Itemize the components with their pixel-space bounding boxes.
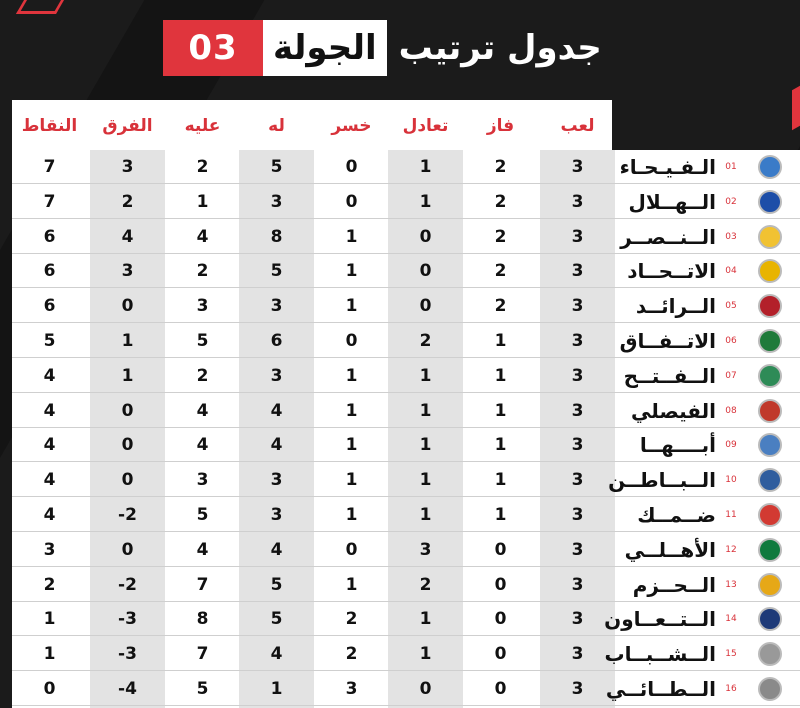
cell-drawn: 1 [419, 470, 432, 491]
team-logo-icon [758, 468, 782, 492]
cell-against: 3 [196, 470, 209, 491]
cell-lost: 1 [345, 226, 358, 247]
table-row [12, 394, 800, 428]
cell-points: 3 [43, 539, 56, 560]
cell-diff: 1 [121, 331, 134, 351]
team-name: الاتــحــاد [627, 259, 716, 284]
team-logo-icon [758, 433, 782, 457]
cell-points: 1 [43, 644, 56, 665]
cell-points: 6 [43, 226, 56, 247]
cell-lost: 1 [345, 261, 358, 282]
team-name: الــطــائــي [605, 677, 716, 701]
cell-played: 3 [571, 157, 584, 177]
team-name: الــفــتــح [623, 363, 716, 388]
cell-drawn: 1 [419, 400, 432, 421]
table-row [12, 568, 800, 602]
title-text: جدول ترتيب [398, 28, 602, 68]
cell-played: 3 [571, 539, 584, 560]
cell-won: 1 [494, 435, 507, 456]
cell-points: 5 [43, 331, 56, 351]
team-name: الــشــبــاب [604, 642, 716, 667]
cell-won: 1 [494, 331, 507, 351]
header-lost: خسر [331, 116, 372, 136]
table-row [12, 359, 800, 393]
page-title [163, 20, 614, 76]
team-logo-icon [758, 642, 782, 666]
header-won: فاز [486, 116, 515, 136]
cell-drawn: 1 [419, 644, 432, 665]
cell-for: 3 [270, 365, 283, 386]
cell-played: 3 [571, 574, 584, 595]
cell-played: 3 [571, 400, 584, 421]
team-rank: 05 [725, 301, 737, 312]
cell-won: 0 [494, 609, 507, 630]
cell-for: 6 [270, 331, 283, 351]
team-logo-icon [758, 538, 782, 562]
cell-against: 4 [196, 226, 209, 247]
cell-drawn: 2 [419, 331, 432, 351]
cell-diff: 0 [121, 435, 134, 456]
cell-against: 2 [196, 157, 209, 177]
cell-lost: 0 [345, 331, 358, 351]
header-points: النقاط [21, 116, 78, 136]
team-rank: 08 [725, 405, 737, 416]
cell-points: 7 [43, 191, 56, 212]
cell-drawn: 0 [419, 679, 432, 699]
team-name: الـفـيـحـاء [619, 155, 716, 179]
cell-diff: 2 [121, 191, 134, 212]
cell-lost: 0 [345, 539, 358, 560]
cell-lost: 1 [345, 574, 358, 595]
table-row [12, 220, 800, 254]
cell-won: 0 [494, 679, 507, 699]
cell-diff: 0 [121, 400, 134, 421]
team-rank: 06 [725, 336, 737, 346]
cell-played: 3 [571, 644, 584, 665]
cell-points: 4 [43, 365, 56, 386]
cell-won: 1 [494, 400, 507, 421]
cell-played: 3 [571, 470, 584, 491]
cell-against: 4 [196, 539, 209, 560]
team-rank: 12 [725, 544, 737, 555]
cell-drawn: 0 [419, 296, 432, 317]
cell-drawn: 2 [419, 574, 432, 595]
accent-shape [792, 86, 800, 131]
team-rank: 16 [725, 684, 737, 694]
cell-for: 3 [270, 470, 283, 491]
team-logo-icon [758, 503, 782, 527]
team-logo-icon [758, 259, 782, 283]
table-row [12, 185, 800, 219]
team-rank: 14 [725, 614, 737, 625]
table-row [12, 463, 800, 497]
cell-against: 2 [196, 261, 209, 282]
table-row [12, 498, 800, 532]
cell-diff: -3 [118, 644, 137, 665]
cell-diff: 4 [121, 226, 134, 247]
table-row [12, 428, 800, 462]
cell-diff: -3 [118, 609, 137, 630]
team-name: ضــمــك [637, 503, 716, 527]
cell-against: 5 [196, 679, 209, 699]
cell-won: 2 [494, 226, 507, 247]
cell-points: 4 [43, 400, 56, 421]
cell-drawn: 3 [419, 539, 432, 560]
cell-drawn: 1 [419, 435, 432, 456]
cell-for: 5 [270, 609, 283, 630]
header-for: له [268, 116, 285, 136]
cell-for: 5 [270, 157, 283, 177]
cell-drawn: 1 [419, 609, 432, 630]
cell-lost: 3 [345, 679, 358, 699]
cell-diff: -2 [118, 574, 137, 595]
cell-played: 3 [571, 296, 584, 317]
team-name: أبــــهــا [639, 433, 716, 458]
cell-points: 4 [43, 435, 56, 456]
cell-won: 0 [494, 574, 507, 595]
cell-drawn: 0 [419, 261, 432, 282]
cell-for: 4 [270, 644, 283, 665]
team-name: الــحــزم [632, 572, 716, 597]
table-row [12, 533, 800, 567]
cell-against: 5 [196, 505, 209, 525]
header-against: عليه [184, 116, 221, 136]
cell-lost: 1 [345, 296, 358, 317]
cell-won: 2 [494, 296, 507, 317]
cell-won: 2 [494, 261, 507, 282]
cell-won: 0 [494, 644, 507, 665]
cell-against: 4 [196, 400, 209, 421]
team-rank: 13 [725, 579, 737, 590]
cell-lost: 1 [345, 400, 358, 421]
cell-diff: 0 [121, 296, 134, 317]
team-name: الــرائــد [635, 294, 716, 319]
cell-for: 3 [270, 296, 283, 317]
cell-played: 3 [571, 191, 584, 212]
cell-points: 1 [43, 609, 56, 630]
cell-played: 3 [571, 365, 584, 386]
team-name: الفيصلي [630, 398, 716, 423]
cell-diff: -2 [118, 505, 137, 525]
table-row [12, 289, 800, 323]
cell-played: 3 [571, 505, 584, 525]
table-row [12, 150, 800, 184]
team-rank: 15 [725, 649, 737, 660]
cell-for: 5 [270, 261, 283, 282]
cell-against: 7 [196, 574, 209, 595]
cell-lost: 0 [345, 157, 358, 177]
cell-for: 8 [270, 226, 283, 247]
cell-against: 4 [196, 435, 209, 456]
cell-diff: 3 [121, 157, 134, 177]
cell-won: 2 [494, 191, 507, 212]
cell-against: 7 [196, 644, 209, 665]
cell-played: 3 [571, 226, 584, 247]
cell-for: 1 [270, 679, 283, 699]
cell-points: 6 [43, 296, 56, 317]
team-logo-icon [758, 573, 782, 597]
cell-for: 3 [270, 505, 283, 525]
cell-played: 3 [571, 331, 584, 351]
header-diff: الفرق [102, 116, 153, 136]
team-logo-icon [758, 294, 782, 318]
cell-diff: -4 [118, 679, 137, 699]
cell-won: 1 [494, 365, 507, 386]
cell-for: 4 [270, 400, 283, 421]
cell-lost: 1 [345, 470, 358, 491]
cell-won: 1 [494, 505, 507, 525]
cell-drawn: 1 [419, 191, 432, 212]
team-logo-icon [758, 190, 782, 214]
cell-against: 1 [196, 191, 209, 212]
cell-won: 1 [494, 470, 507, 491]
cell-against: 5 [196, 331, 209, 351]
team-name: الأهــلــي [624, 537, 716, 562]
cell-against: 3 [196, 296, 209, 317]
cell-lost: 2 [345, 609, 358, 630]
cell-drawn: 0 [419, 226, 432, 247]
team-rank: 04 [725, 266, 737, 277]
team-rank: 09 [725, 440, 737, 451]
cell-points: 7 [43, 157, 56, 177]
accent-shape [16, 0, 64, 14]
cell-for: 4 [270, 435, 283, 456]
team-rank: 07 [725, 370, 737, 381]
cell-drawn: 1 [419, 157, 432, 177]
table-row [12, 324, 800, 358]
cell-won: 2 [494, 157, 507, 177]
cell-lost: 1 [345, 435, 358, 456]
cell-points: 4 [43, 470, 56, 491]
cell-lost: 2 [345, 644, 358, 665]
cell-points: 2 [43, 574, 56, 595]
team-logo-icon [758, 155, 782, 179]
team-logo-icon [758, 225, 782, 249]
team-name: الــبــاطــن [608, 468, 716, 493]
cell-for: 3 [270, 191, 283, 212]
team-rank: 11 [725, 510, 737, 520]
cell-won: 0 [494, 539, 507, 560]
table-row [12, 637, 800, 671]
cell-lost: 0 [345, 191, 358, 212]
cell-diff: 3 [121, 261, 134, 282]
cell-played: 3 [571, 435, 584, 456]
cell-points: 6 [43, 261, 56, 282]
team-rank: 01 [725, 162, 737, 172]
cell-played: 3 [571, 609, 584, 630]
team-rank: 03 [725, 231, 737, 242]
header-played: لعب [560, 116, 595, 136]
team-rank: 10 [725, 475, 737, 486]
cell-lost: 1 [345, 365, 358, 386]
table-row [12, 672, 800, 706]
header-drawn: تعادل [402, 116, 449, 136]
cell-played: 3 [571, 679, 584, 699]
round-number: 03 [163, 20, 263, 76]
title-highlight: الجولة [263, 20, 387, 76]
table-row [12, 602, 800, 636]
cell-for: 4 [270, 539, 283, 560]
team-name: الاتــفــاق [619, 329, 716, 353]
cell-lost: 1 [345, 505, 358, 525]
cell-diff: 0 [121, 539, 134, 560]
team-name: الــنــصــر [620, 224, 716, 249]
team-name: الــهــلال [628, 189, 716, 214]
team-logo-icon [758, 607, 782, 631]
cell-for: 5 [270, 574, 283, 595]
team-logo-icon [758, 677, 782, 701]
team-logo-icon [758, 364, 782, 388]
cell-diff: 1 [121, 365, 134, 386]
table-row [12, 254, 800, 288]
team-logo-icon [758, 399, 782, 423]
team-name: الــتــعــاون [604, 607, 716, 632]
cell-against: 8 [196, 609, 209, 630]
team-logo-icon [758, 329, 782, 353]
cell-points: 4 [43, 505, 56, 525]
cell-points: 0 [43, 679, 56, 699]
cell-played: 3 [571, 261, 584, 282]
cell-drawn: 1 [419, 365, 432, 386]
cell-drawn: 1 [419, 505, 432, 525]
cell-against: 2 [196, 365, 209, 386]
cell-diff: 0 [121, 470, 134, 491]
team-rank: 02 [725, 196, 737, 207]
